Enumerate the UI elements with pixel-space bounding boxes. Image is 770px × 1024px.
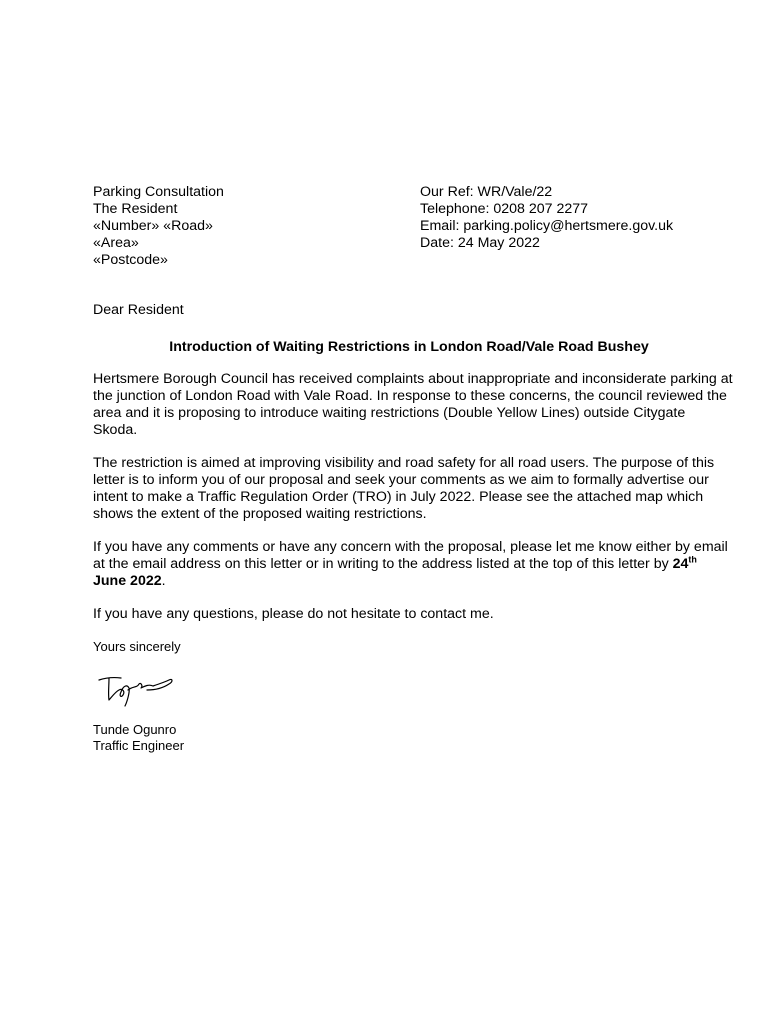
closing: Yours sincerely xyxy=(93,639,181,654)
paragraph-end: . xyxy=(161,573,166,589)
email: Email: parking.policy@hertsmere.gov.uk xyxy=(420,218,674,234)
deadline-day: 24 xyxy=(672,556,689,572)
salutation: Dear Resident xyxy=(93,302,184,318)
address-line: The Resident xyxy=(93,201,178,217)
signer-name: Tunde Ogunro xyxy=(93,722,177,737)
paragraph-text: If you have any comments or have any concern with the proposal, please let me know either by email at the email address on this letter or in writing to the address listed at the top of this letter by xyxy=(93,539,728,572)
recipient-address xyxy=(93,184,224,269)
telephone: Telephone: 0208 207 2277 xyxy=(420,201,589,217)
paragraph: Hertsmere Borough Council has received complaints about inappropriate and inconsiderate parking at the junction of London Road with Vale Road. In response to these concerns, the council reviewed the area and it is proposing to introduce waiting restrictions (Double Yellow Lines) outside Citygate Skoda. xyxy=(93,371,733,438)
signer-block xyxy=(93,722,184,754)
signer-title: Traffic Engineer xyxy=(93,738,185,753)
address-line: «Number» «Road» xyxy=(93,218,213,234)
signature-image xyxy=(95,668,177,708)
address-line: «Postcode» xyxy=(93,252,168,268)
paragraph: The restriction is aimed at improving visibility and road safety for all road users. The purpose of this letter is to inform you of our proposal and seek your comments as we aim to formally advertise our intent to make a Traffic Regulation Order (TRO) in July 2022. Please see the attached map which shows the extent of the proposed waiting restrictions. xyxy=(93,455,715,522)
paragraph xyxy=(93,539,733,590)
deadline-month-year: June 2022 xyxy=(93,573,162,589)
address-line: «Area» xyxy=(93,235,139,251)
reference-block xyxy=(420,184,673,252)
our-ref: Our Ref: WR/Vale/22 xyxy=(420,184,553,200)
paragraph: If you have any questions, please do not hesitate to contact me. xyxy=(93,606,494,622)
deadline-suffix: th xyxy=(688,554,697,565)
address-line: Parking Consultation xyxy=(93,184,224,200)
letter-subject: Introduction of Waiting Restrictions in London Road/Vale Road Bushey xyxy=(169,339,649,355)
letter-date: Date: 24 May 2022 xyxy=(420,235,540,251)
